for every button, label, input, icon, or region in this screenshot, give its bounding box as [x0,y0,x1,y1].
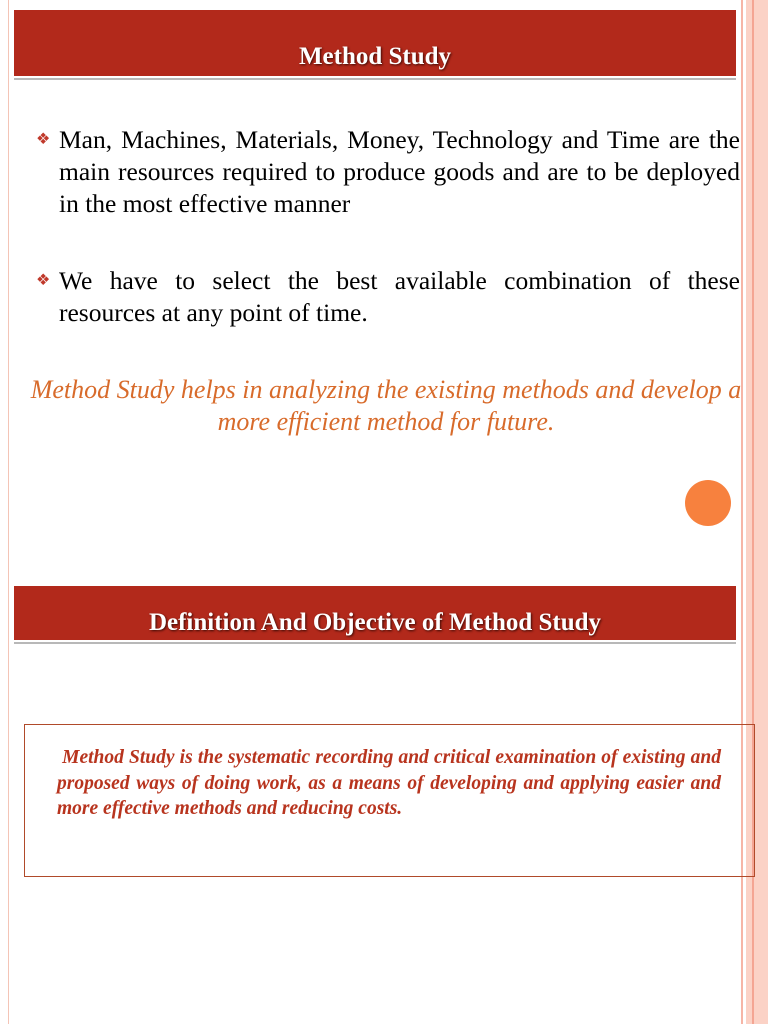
slide-left-edge [0,0,9,578]
diamond-bullet-icon: ❖ [36,272,51,289]
summary-note: Method Study helps in analyzing the existing methods and develop a more efficient method for future. [30,375,742,436]
side-decorative-stripe [746,0,768,578]
diamond-bullet-icon: ❖ [36,131,51,148]
bullet-item [36,124,740,220]
side-decorative-line [741,0,743,578]
definition-text [57,745,721,822]
bullet-text: We have to select the best available combination of these resources at any point of time. [59,266,740,327]
slide-title: Definition And Objective of Method Study [14,586,736,640]
definition-content: Method Study is the systematic recording and critical examination of existing and proposed ways of doing work, as a means of developing and applying easier and more effective methods and reducing costs. [57,747,721,819]
bullet-item [36,265,740,329]
slide-left-edge [0,578,9,1024]
definition-box [24,724,755,877]
slide-title: Method Study [14,10,736,76]
bullet-text: Man, Machines, Materials, Money, Technology and Time are the main resources required to produce goods and are to be deployed in the most effective manner [59,125,740,218]
slide-definition [0,578,768,1024]
orange-circle-icon [685,480,731,526]
side-decorative-line [752,0,754,578]
